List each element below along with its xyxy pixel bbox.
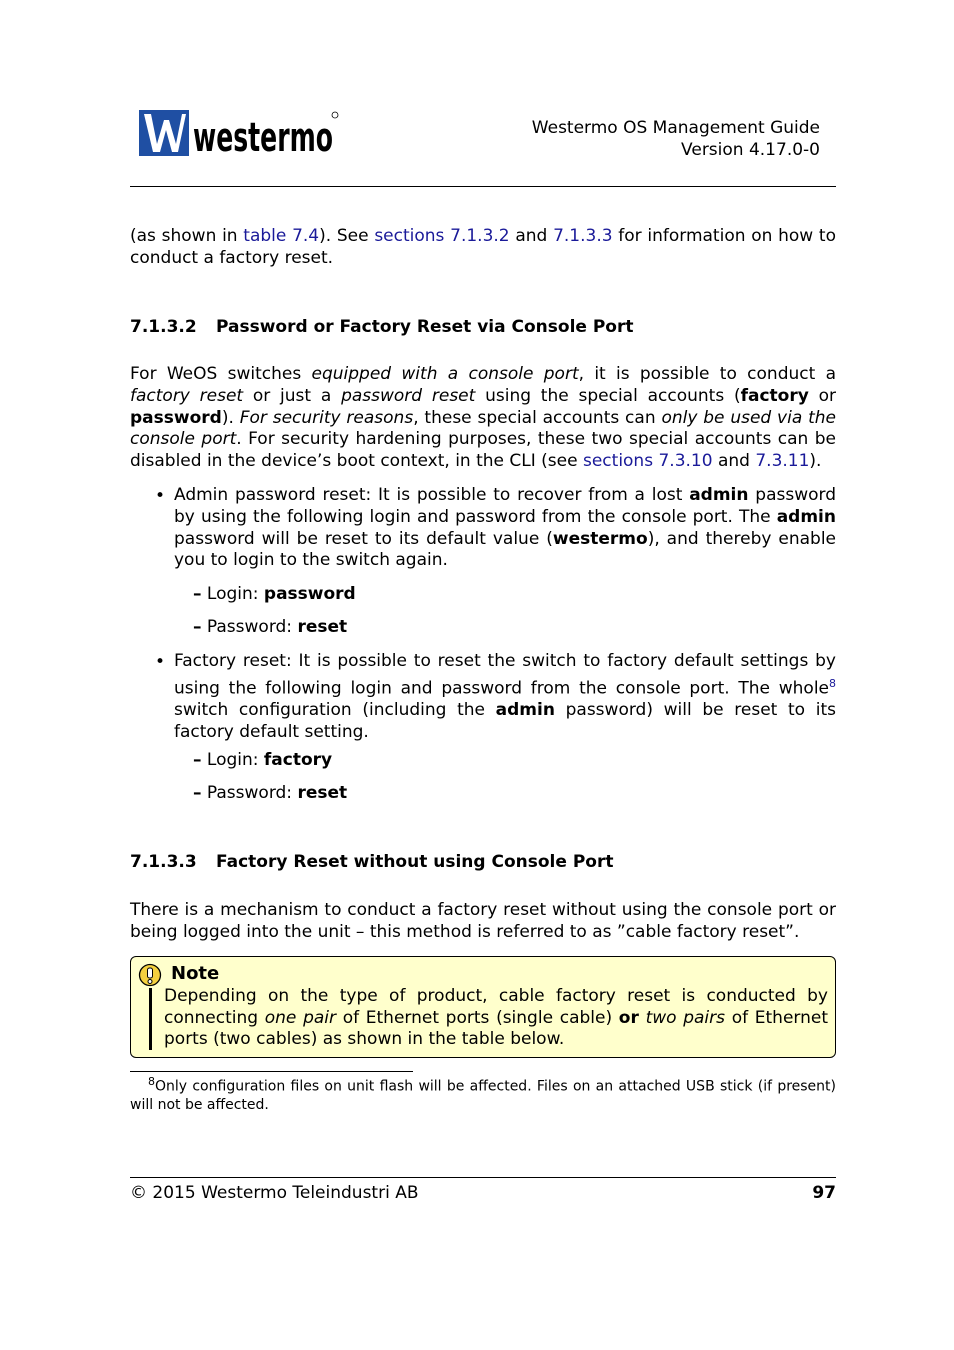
- logo-wordmark: westermo: [193, 115, 333, 161]
- section-heading-7-1-3-2: 7.1.3.2 Password or Factory Reset via Console Port: [130, 317, 634, 337]
- intro-paragraph: (as shown in table 7.4). See sections 7.1.3.2 and 7.1.3.3 for information on how to conduct a factory reset.: [130, 226, 836, 268]
- bullet-admin-password-reset: Admin password reset: It is possible to recover from a lost admin password by using the following login and password from the console port. The admin password will be reset to its default value (westermo), and thereby enable you to login to the switch again.: [174, 485, 837, 571]
- bullet-factory-reset: Factory reset: It is possible to reset the switch to factory default settings by using the following login and password from the console port. The whole$^8$ switch configuration (including the admin password) will be reset to its factory default setting.: [174, 651, 836, 743]
- note-text: Depending on the type of product, cable factory reset is conducted by connecting one pair of Ethernet ports (single cable) or two pairs of Ethernet ports (two cables) as shown in the table below.: [164, 986, 828, 1050]
- sub-item-login: – Login: password: [193, 584, 356, 604]
- sub-item-password: – Password: reset: [193, 783, 348, 803]
- link-section-7-1-3-2[interactable]: sections 7.1.3.2: [374, 226, 510, 246]
- footnote-ref-8[interactable]: 8: [829, 676, 836, 690]
- footer-copyright: © 2015 Westermo Teleindustri AB: [130, 1183, 419, 1203]
- link-section-7-3-11[interactable]: 7.3.11: [755, 451, 810, 472]
- guide-version: Version 4.17.0-0: [681, 140, 820, 160]
- copyright-icon: ©: [130, 1183, 147, 1203]
- sub-item-login: – Login: factory: [193, 750, 333, 770]
- section-heading-7-1-3-3: 7.1.3.3 Factory Reset without using Console Port: [130, 852, 614, 872]
- section1-paragraph: For WeOS switches equipped with a console port, it is possible to conduct a factory reset or just a password reset using the special accounts (factory or password). For security reasons, these special accounts can only be used via the console port. For security hardening purposes, these two special accounts can be disabled in the device’s boot context, in the CLI (see sections 7.3.10 and 7.3.11).: [130, 364, 837, 472]
- link-section-7-1-3-3[interactable]: 7.1.3.3: [553, 226, 613, 246]
- sub-item-password: – Password: reset: [193, 617, 348, 637]
- footnote-8: $^8$Only configuration files on unit flash will be affected. Files on an attached USB stick (if present) will not be affected.: [130, 1075, 836, 1113]
- bullet-marker: •: [155, 652, 166, 672]
- page-number: 97: [812, 1183, 836, 1203]
- footnote-rule: [130, 1071, 413, 1072]
- westermo-logo: [139, 110, 339, 161]
- link-table-7-4[interactable]: table 7.4: [243, 226, 320, 246]
- header-rule: [130, 186, 836, 187]
- note-title: Note: [171, 963, 220, 984]
- link-section-7-3-10[interactable]: sections 7.3.10: [582, 451, 713, 472]
- section2-paragraph: There is a mechanism to conduct a factory reset without using the console port or being logged into the unit – this method is referred to as ”cable factory reset”.: [130, 900, 836, 942]
- note-bar: [149, 988, 152, 1050]
- guide-title: Westermo OS Management Guide: [531, 118, 820, 138]
- footer-rule: [130, 1177, 836, 1178]
- header-info: [532, 117, 820, 161]
- bullet-marker: •: [155, 486, 166, 506]
